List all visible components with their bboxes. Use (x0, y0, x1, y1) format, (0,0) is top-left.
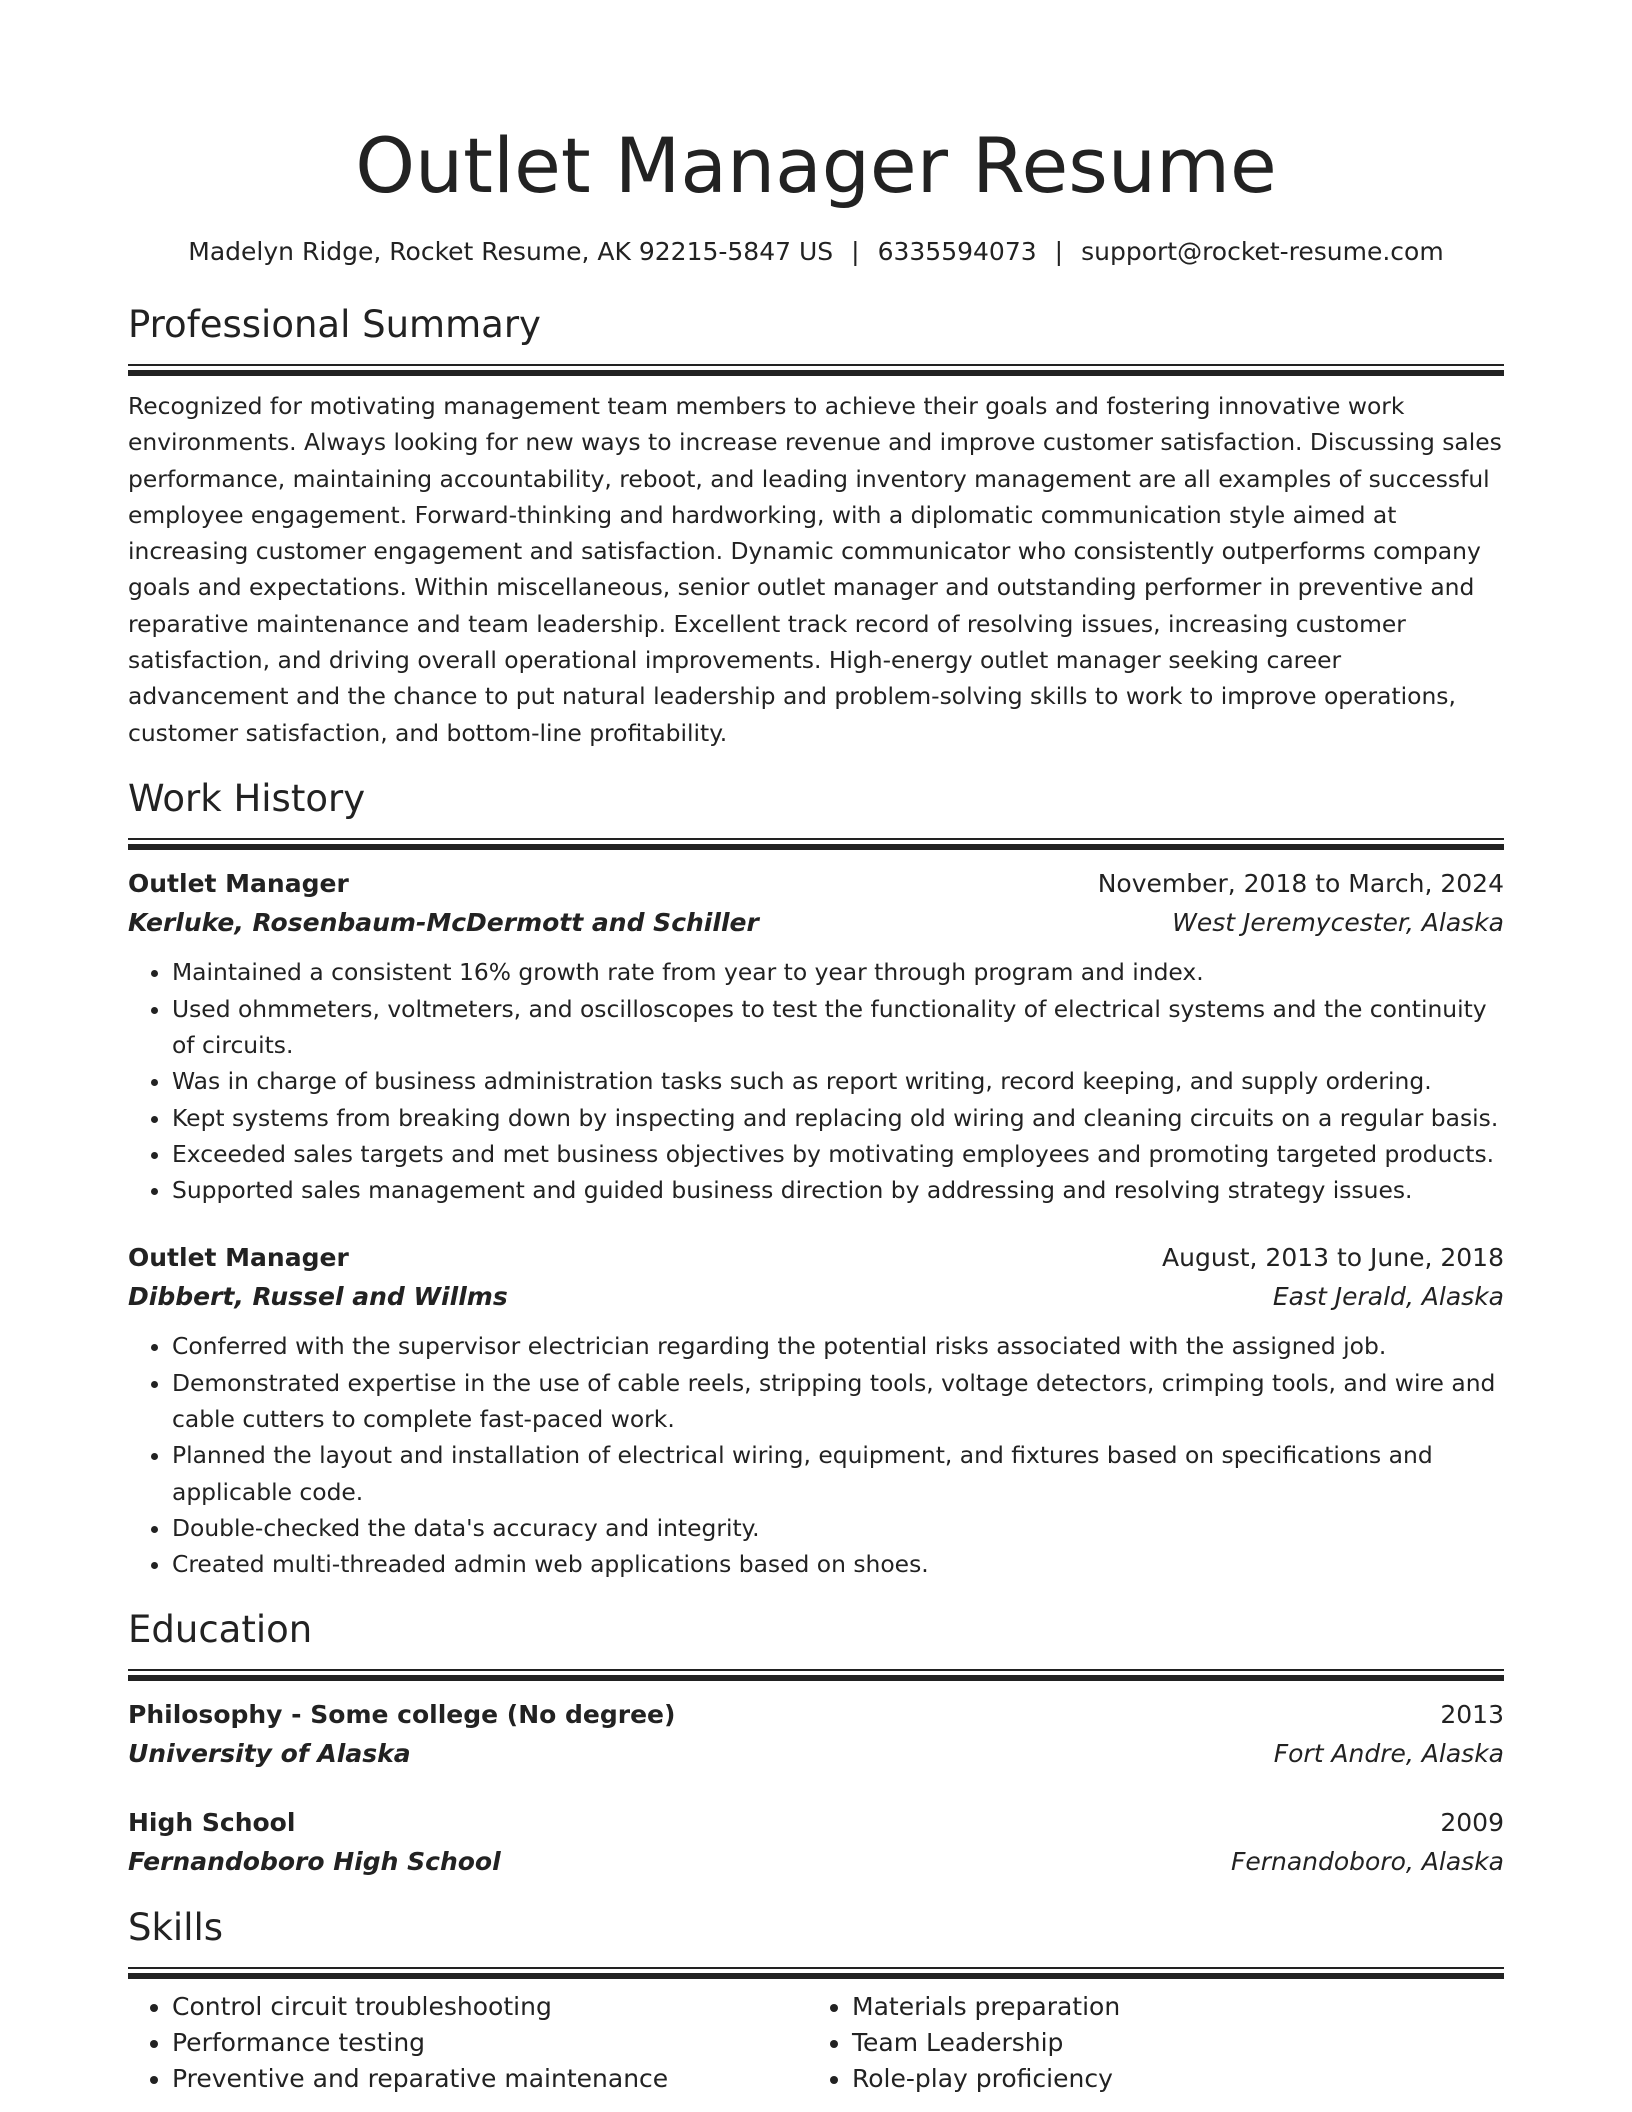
job-subheader (128, 903, 1504, 942)
job-bullet: • Demonstrated expertise in the use of cable reels, stripping tools, voltage detectors, crimping tools, and wire and cable cutters to complete fast-paced work. (172, 1365, 1504, 1438)
job-bullets (128, 1328, 1504, 1582)
education-location: Fort Andre, Alaska (1273, 1738, 1504, 1768)
section-divider (128, 364, 1504, 376)
section-heading-skills: Skills (128, 1905, 224, 1949)
education-subheader (128, 1842, 1504, 1881)
skill-item: • Control circuit troubleshooting (172, 1989, 808, 2025)
job-location: West Jeremycester, Alaska (1172, 908, 1504, 938)
education-year: 2009 (1440, 1807, 1504, 1837)
skills-column-right (808, 1989, 1488, 2098)
education-year: 2013 (1440, 1699, 1504, 1729)
job-bullets (128, 954, 1504, 1208)
job-bullet: • Maintained a consistent 16% growth rate from year to year through program and index. (172, 954, 1504, 990)
education-degree: High School (128, 1807, 296, 1837)
contact-separator: | (1054, 237, 1064, 266)
job-bullet: • Kept systems from breaking down by inspecting and replacing old wiring and cleaning circuits on a regular basis. (172, 1100, 1504, 1136)
education-school: Fernandoboro High School (128, 1846, 501, 1876)
section-heading-summary: Professional Summary (128, 303, 541, 346)
skills-grid (128, 1989, 1504, 2098)
skills-section (128, 1903, 1504, 2098)
skill-item: • Role-play proficiency (852, 2061, 1488, 2097)
job-bullet: • Created multi-threaded admin web applications based on shoes. (172, 1546, 1504, 1582)
education-entry (128, 1695, 1504, 1773)
job-header (128, 1238, 1504, 1277)
contact-line (128, 234, 1504, 270)
job-dates: August, 2013 to June, 2018 (1162, 1243, 1504, 1273)
education-location: Fernandoboro, Alaska (1230, 1846, 1504, 1876)
contact-separator: | (851, 237, 860, 266)
education-section (128, 1605, 1504, 1881)
job-bullet: • Conferred with the supervisor electrician regarding the potential risks associated with the assigned job. (172, 1328, 1504, 1364)
skill-item: • Preventive and reparative maintenance (172, 2061, 808, 2097)
work-history-section (128, 774, 1504, 1582)
education-subheader (128, 1734, 1504, 1773)
education-entry (128, 1803, 1504, 1881)
summary-text: Recognized for motivating management team members to achieve their goals and fostering innovative work environments. Always looking for new ways to increase revenue and improve customer satisfaction. Discussing sales performance, maintaining accountability, reboot, and leading inventory management are all examples of successful employee engagement. Forward-thinking and hardworking, with a diplomatic communication style aimed at increasing customer engagement and satisfaction. Dynamic communicator who consistently outperforms company goals and expectations. Within miscellaneous, senior outlet manager and outstanding performer in preventive and reparative maintenance and team leadership. Excellent track record of resolving issues, increasing customer satisfaction, and driving overall operational improvements. High-energy outlet manager seeking career advancement and the chance to put natural leadership and problem-solving skills to work to improve operations, customer satisfaction, and bottom-line profitability. (128, 392, 1502, 747)
job-bullet: • Double-checked the data's accuracy and integrity. (172, 1510, 1504, 1546)
job-bullet: • Supported sales management and guided business direction by addressing and resolving strategy issues. (172, 1172, 1504, 1208)
job-company: Kerluke, Rosenbaum-McDermott and Schiller (128, 908, 759, 938)
job-title: Outlet Manager (128, 869, 349, 899)
education-header (128, 1803, 1504, 1842)
section-divider (128, 1669, 1504, 1681)
skill-item: • Materials preparation (852, 1989, 1488, 2025)
job-bullet: • Planned the layout and installation of electrical wiring, equipment, and fixtures based on specifications and applicable code. (172, 1437, 1504, 1510)
job-title: Outlet Manager (128, 1243, 349, 1273)
section-heading-work: Work History (128, 777, 366, 821)
contact-phone: 6335594073 (877, 237, 1037, 266)
resume-title: Outlet Manager Resume (355, 121, 1277, 210)
job-location: East Jerald, Alaska (1272, 1282, 1504, 1312)
job-subheader (128, 1277, 1504, 1316)
job-bullet: • Used ohmmeters, voltmeters, and oscilloscopes to test the functionality of electrical systems and the continuity of circuits. (172, 991, 1504, 1064)
education-school: University of Alaska (128, 1738, 411, 1768)
job-header (128, 864, 1504, 903)
skill-item: • Performance testing (172, 2025, 808, 2061)
summary-section (128, 300, 1504, 751)
skills-column-left (128, 1989, 808, 2098)
contact-email: support@rocket-resume.com (1081, 237, 1444, 266)
contact-address: Madelyn Ridge, Rocket Resume, AK 92215-5847 US (188, 237, 834, 266)
job-company: Dibbert, Russel and Willms (128, 1282, 508, 1312)
skill-item: • Team Leadership (852, 2025, 1488, 2061)
resume-page (128, 0, 1504, 2097)
section-heading-education: Education (128, 1607, 313, 1651)
section-divider (128, 1967, 1504, 1979)
job-bullet: • Exceeded sales targets and met business objectives by motivating employees and promoting targeted products. (172, 1136, 1504, 1172)
education-degree: Philosophy - Some college (No degree) (128, 1699, 676, 1729)
job-entry (128, 864, 1504, 1208)
job-bullet: • Was in charge of business administration tasks such as report writing, record keeping, and supply ordering. (172, 1063, 1504, 1099)
job-entry (128, 1238, 1504, 1582)
job-dates: November, 2018 to March, 2024 (1097, 869, 1504, 899)
education-header (128, 1695, 1504, 1734)
section-divider (128, 838, 1504, 850)
